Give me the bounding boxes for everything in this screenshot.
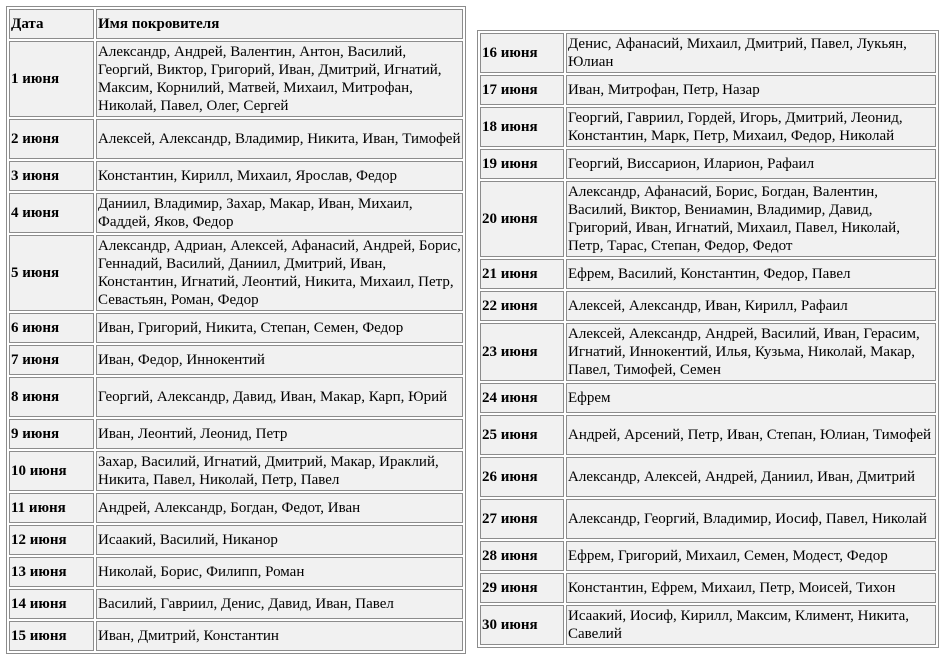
table-row — [480, 291, 936, 321]
table-row — [480, 383, 936, 413]
row-date: 22 июня — [480, 291, 564, 321]
row-patron-names: Александр, Алексей, Андрей, Даниил, Иван, Дмитрий — [566, 457, 936, 497]
table-row — [9, 525, 463, 555]
table-row — [480, 457, 936, 497]
row-patron-names: Александр, Адриан, Алексей, Афанасий, Андрей, Борис, Геннадий, Василий, Даниил, Дмитрий, Иван, Константин, Игнатий, Леонтий, Никита, Михаил, Петр, Севастьян, Роман, Федор — [96, 235, 463, 311]
table-row — [480, 33, 936, 73]
row-patron-names: Николай, Борис, Филипп, Роман — [96, 557, 463, 587]
row-date: 20 июня — [480, 181, 564, 257]
row-patron-names: Константин, Ефрем, Михаил, Петр, Моисей, Тихон — [566, 573, 936, 603]
row-date: 21 июня — [480, 259, 564, 289]
row-date: 24 июня — [480, 383, 564, 413]
table-row — [480, 541, 936, 571]
row-date: 13 июня — [9, 557, 94, 587]
table-row — [9, 345, 463, 375]
table-row — [9, 235, 463, 311]
row-patron-names: Иван, Федор, Иннокентий — [96, 345, 463, 375]
row-date: 23 июня — [480, 323, 564, 381]
table-row — [480, 75, 936, 105]
row-patron-names: Исаакий, Иосиф, Кирилл, Максим, Климент, Никита, Савелий — [566, 605, 936, 645]
table-row — [9, 193, 463, 233]
row-patron-names: Андрей, Александр, Богдан, Федот, Иван — [96, 493, 463, 523]
table-row — [480, 415, 936, 455]
row-patron-names: Александр, Андрей, Валентин, Антон, Василий, Георгий, Виктор, Григорий, Иван, Дмитрий, Игнатий, Максим, Корнилий, Матвей, Михаил, Митрофан, Николай, Павел, Олег, Сергей — [96, 41, 463, 117]
header-date: Дата — [9, 9, 94, 39]
row-date: 8 июня — [9, 377, 94, 417]
header-patron-name: Имя покровителя — [96, 9, 463, 39]
table-row — [9, 493, 463, 523]
row-patron-names: Захар, Василий, Игнатий, Дмитрий, Макар, Ираклий, Никита, Павел, Николай, Петр, Павел — [96, 451, 463, 491]
table-row — [9, 41, 463, 117]
name-days-table-left — [6, 6, 466, 654]
table-row — [9, 451, 463, 491]
row-patron-names: Ефрем — [566, 383, 936, 413]
row-date: 28 июня — [480, 541, 564, 571]
row-date: 12 июня — [9, 525, 94, 555]
table-row — [9, 589, 463, 619]
table-row — [9, 119, 463, 159]
row-patron-names: Алексей, Александр, Андрей, Василий, Иван, Герасим, Игнатий, Иннокентий, Илья, Кузьма, Николай, Макар, Павел, Тимофей, Семен — [566, 323, 936, 381]
table-row — [9, 557, 463, 587]
row-patron-names: Василий, Гавриил, Денис, Давид, Иван, Павел — [96, 589, 463, 619]
row-patron-names: Исаакий, Василий, Никанор — [96, 525, 463, 555]
row-date: 14 июня — [9, 589, 94, 619]
row-patron-names: Даниил, Владимир, Захар, Макар, Иван, Михаил, Фаддей, Яков, Федор — [96, 193, 463, 233]
table-row — [9, 621, 463, 651]
table-row — [480, 573, 936, 603]
table-row — [9, 377, 463, 417]
table-row — [9, 313, 463, 343]
row-patron-names: Константин, Кирилл, Михаил, Ярослав, Федор — [96, 161, 463, 191]
table-row — [480, 499, 936, 539]
table-row — [480, 107, 936, 147]
row-patron-names: Георгий, Гавриил, Гордей, Игорь, Дмитрий, Леонид, Константин, Марк, Петр, Михаил, Федор, Николай — [566, 107, 936, 147]
row-date: 9 июня — [9, 419, 94, 449]
row-patron-names: Алексей, Александр, Владимир, Никита, Иван, Тимофей — [96, 119, 463, 159]
row-date: 1 июня — [9, 41, 94, 117]
table-row — [480, 149, 936, 179]
table-row — [480, 259, 936, 289]
table-row — [480, 605, 936, 645]
row-date: 18 июня — [480, 107, 564, 147]
row-patron-names: Иван, Григорий, Никита, Степан, Семен, Федор — [96, 313, 463, 343]
row-date: 17 июня — [480, 75, 564, 105]
row-patron-names: Георгий, Александр, Давид, Иван, Макар, Карп, Юрий — [96, 377, 463, 417]
row-patron-names: Иван, Дмитрий, Константин — [96, 621, 463, 651]
row-patron-names: Ефрем, Василий, Константин, Федор, Павел — [566, 259, 936, 289]
row-date: 7 июня — [9, 345, 94, 375]
row-patron-names: Георгий, Виссарион, Иларион, Рафаил — [566, 149, 936, 179]
row-date: 5 июня — [9, 235, 94, 311]
row-patron-names: Ефрем, Григорий, Михаил, Семен, Модест, Федор — [566, 541, 936, 571]
row-date: 16 июня — [480, 33, 564, 73]
row-date: 27 июня — [480, 499, 564, 539]
row-date: 2 июня — [9, 119, 94, 159]
row-date: 4 июня — [9, 193, 94, 233]
row-date: 26 июня — [480, 457, 564, 497]
row-date: 6 июня — [9, 313, 94, 343]
row-date: 11 июня — [9, 493, 94, 523]
table-row — [9, 161, 463, 191]
row-date: 25 июня — [480, 415, 564, 455]
table-row — [480, 181, 936, 257]
row-date: 30 июня — [480, 605, 564, 645]
row-patron-names: Алексей, Александр, Иван, Кирилл, Рафаил — [566, 291, 936, 321]
row-date: 19 июня — [480, 149, 564, 179]
row-patron-names: Иван, Леонтий, Леонид, Петр — [96, 419, 463, 449]
row-patron-names: Александр, Афанасий, Борис, Богдан, Валентин, Василий, Виктор, Вениамин, Владимир, Давид, Григорий, Иван, Игнатий, Михаил, Павел, Николай, Петр, Тарас, Степан, Федор, Федот — [566, 181, 936, 257]
table-header-row — [9, 9, 463, 39]
row-patron-names: Александр, Георгий, Владимир, Иосиф, Павел, Николай — [566, 499, 936, 539]
row-date: 29 июня — [480, 573, 564, 603]
row-date: 15 июня — [9, 621, 94, 651]
row-patron-names: Иван, Митрофан, Петр, Назар — [566, 75, 936, 105]
row-patron-names: Денис, Афанасий, Михаил, Дмитрий, Павел, Лукьян, Юлиан — [566, 33, 936, 73]
table-row — [480, 323, 936, 381]
name-days-table-right — [477, 30, 939, 648]
row-date: 10 июня — [9, 451, 94, 491]
table-row — [9, 419, 463, 449]
row-date: 3 июня — [9, 161, 94, 191]
row-patron-names: Андрей, Арсений, Петр, Иван, Степан, Юлиан, Тимофей — [566, 415, 936, 455]
